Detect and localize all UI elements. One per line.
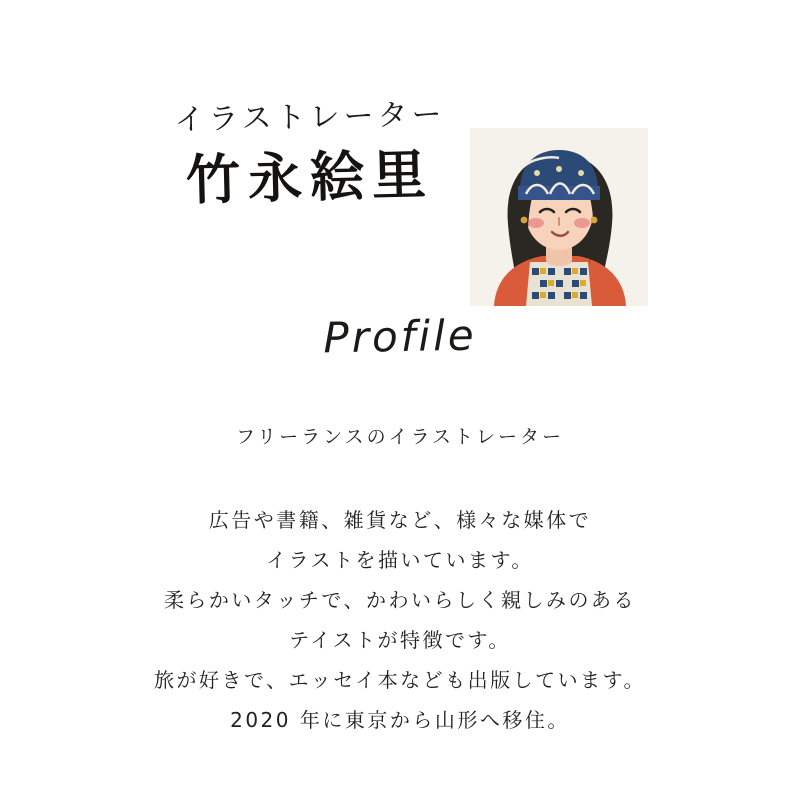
artist-name: 竹永絵里 (185, 142, 435, 213)
profile-body (0, 500, 800, 740)
header-block (0, 60, 800, 270)
role-title: イラストレーター (174, 97, 446, 138)
profile-lead: フリーランスのイラストレーター (235, 426, 565, 448)
title-group (150, 97, 470, 213)
profile-line: 広告や書籍、雑貨など、様々な媒体で (208, 508, 592, 532)
portrait-svg (470, 128, 648, 306)
portrait-illustration (470, 128, 648, 306)
profile-heading: Profile (322, 310, 478, 363)
profile-line: 柔らかいタッチで、かわいらしく親しみのある (163, 588, 637, 612)
profile-line: 旅が好きで、エッセイ本なども出版しています。 (154, 668, 646, 692)
profile-line: 2020 年に東京から山形へ移住。 (230, 708, 570, 732)
profile-line: イラストを描いています。 (266, 548, 534, 572)
profile-line: テイストが特徴です。 (289, 628, 511, 652)
